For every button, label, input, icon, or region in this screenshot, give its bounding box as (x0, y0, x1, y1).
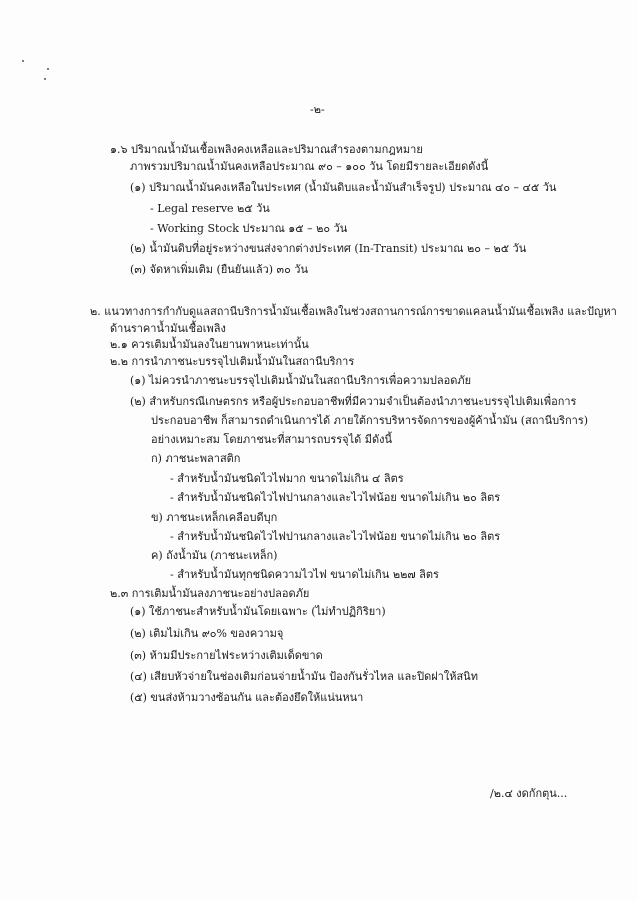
container-steel-drum-item: - สำหรับน้ำมันทุกชนิดความไวไฟ ขนาดไม่เกิน ๒๒๗ ลิตร (170, 568, 439, 581)
section-2-3-item-5: (๕) ขนส่งห้ามวางซ้อนกัน และต้องยึดให้แน่นหนา (130, 691, 364, 704)
section-2-3-item-4: (๔) เสียบหัวจ่ายในช่องเติมก่อนจ่ายน้ำมัน ป้องกันรั่วไหล และปิดฝาให้สนิท (130, 670, 478, 683)
section-2-heading: ๒. แนวทางการกำกับดูแลสถานีบริการน้ำมันเชื้อเพลิงในช่วงสถานการณ์การขาดแคลนน้ำมันเชื้อเพลิง และปัญหา (90, 305, 617, 318)
container-tin-plated-steel: ข) ภาชนะเหล็กเคลือบดีบุก (151, 511, 278, 524)
section-2-3-item-3: (๓) ห้ามมีประกายไฟระหว่างเติมเด็ดขาด (130, 649, 323, 662)
reserve-item-1: (๑) ปริมาณน้ำมันคงเหลือในประเทศ (น้ำมันดิบและน้ำมันสำเร็จรูป) ประมาณ ๔๐ – ๔๕ วัน (130, 181, 557, 194)
section-2-3-item-2: (๒) เติมไม่เกิน ๙๐% ของความจุ (130, 627, 284, 640)
reserve-item-1-working-stock: - Working Stock ประมาณ ๑๕ – ๒๐ วัน (150, 222, 348, 235)
section-2-2-item-1: (๑) ไม่ควรนำภาชนะบรรจุไปเติมน้ำมันในสถานีบริการเพื่อความปลอดภัย (130, 374, 472, 387)
section-2-heading-cont: ด้านราคาน้ำมันเชื้อเพลิง (110, 322, 226, 335)
scan-speck (44, 78, 46, 80)
container-plastic: ก) ภาชนะพลาสติก (151, 452, 241, 465)
section-2-3-item-1: (๑) ใช้ภาชนะสำหรับน้ำมันโดยเฉพาะ (ไม่ทำปฏิกิริยา) (130, 605, 386, 618)
section-2-1: ๒.๑ ควรเติมน้ำมันลงในยานพาหนะเท่านั้น (110, 338, 309, 351)
continuation-reference: /๒.๔ งดกักตุน... (490, 787, 568, 800)
reserve-item-1-legal: - Legal reserve ๒๕ วัน (150, 202, 270, 215)
section-2-2-item-2-line-3: อย่างเหมาะสม โดยภาชนะที่สามารถบรรจุได้ มีดังนี้ (151, 433, 393, 446)
scan-speck (47, 68, 49, 70)
container-steel-drum: ค) ถังน้ำมัน (ภาชนะเหล็ก) (151, 549, 278, 562)
container-tin-plated-steel-item: - สำหรับน้ำมันชนิดไวไฟปานกลางและไวไฟน้อย ขนาดไม่เกิน ๒๐ ลิตร (170, 530, 501, 543)
reserve-item-2: (๒) น้ำมันดิบที่อยู่ระหว่างขนส่งจากต่างประเทศ (In-Transit) ประมาณ ๒๐ – ๒๕ วัน (130, 242, 527, 255)
container-plastic-high-flammable: - สำหรับน้ำมันชนิดไวไฟมาก ขนาดไม่เกิน ๔ ลิตร (170, 472, 404, 485)
reserve-item-3: (๓) จัดหาเพิ่มเติม (ยืนยันแล้ว) ๓๐ วัน (130, 263, 308, 276)
section-2-2-item-2: (๒) สำหรับกรณีเกษตรกร หรือผู้ประกอบอาชีพที่มีความจำเป็นต้องนำภาชนะบรรจุไปเติมเพื่อการ (130, 395, 577, 408)
section-1-6-intro: ภาพรวมปริมาณน้ำมันคงเหลือประมาณ ๙๐ – ๑๐๐ วัน โดยมีรายละเอียดดังนี้ (130, 160, 489, 173)
section-2-2: ๒.๒ การนำภาชนะบรรจุไปเติมน้ำมันในสถานีบริการ (110, 355, 355, 368)
scan-speck (22, 60, 24, 62)
section-2-2-item-2-line-2: ประกอบอาชีพ ก็สามารถดำเนินการได้ ภายใต้การบริหารจัดการของผู้ค้าน้ำมัน (สถานีบริการ) (151, 414, 589, 427)
container-plastic-low-flammable: - สำหรับน้ำมันชนิดไวไฟปานกลางและไวไฟน้อย ขนาดไม่เกิน ๒๐ ลิตร (170, 491, 501, 504)
section-1-6-heading: ๑.๖ ปริมาณน้ำมันเชื้อเพลิงคงเหลือและปริมาณสำรองตามกฎหมาย (110, 143, 423, 156)
page-number: -๒- (310, 103, 325, 116)
section-2-3: ๒.๓ การเติมน้ำมันลงภาชนะอย่างปลอดภัย (110, 587, 310, 600)
